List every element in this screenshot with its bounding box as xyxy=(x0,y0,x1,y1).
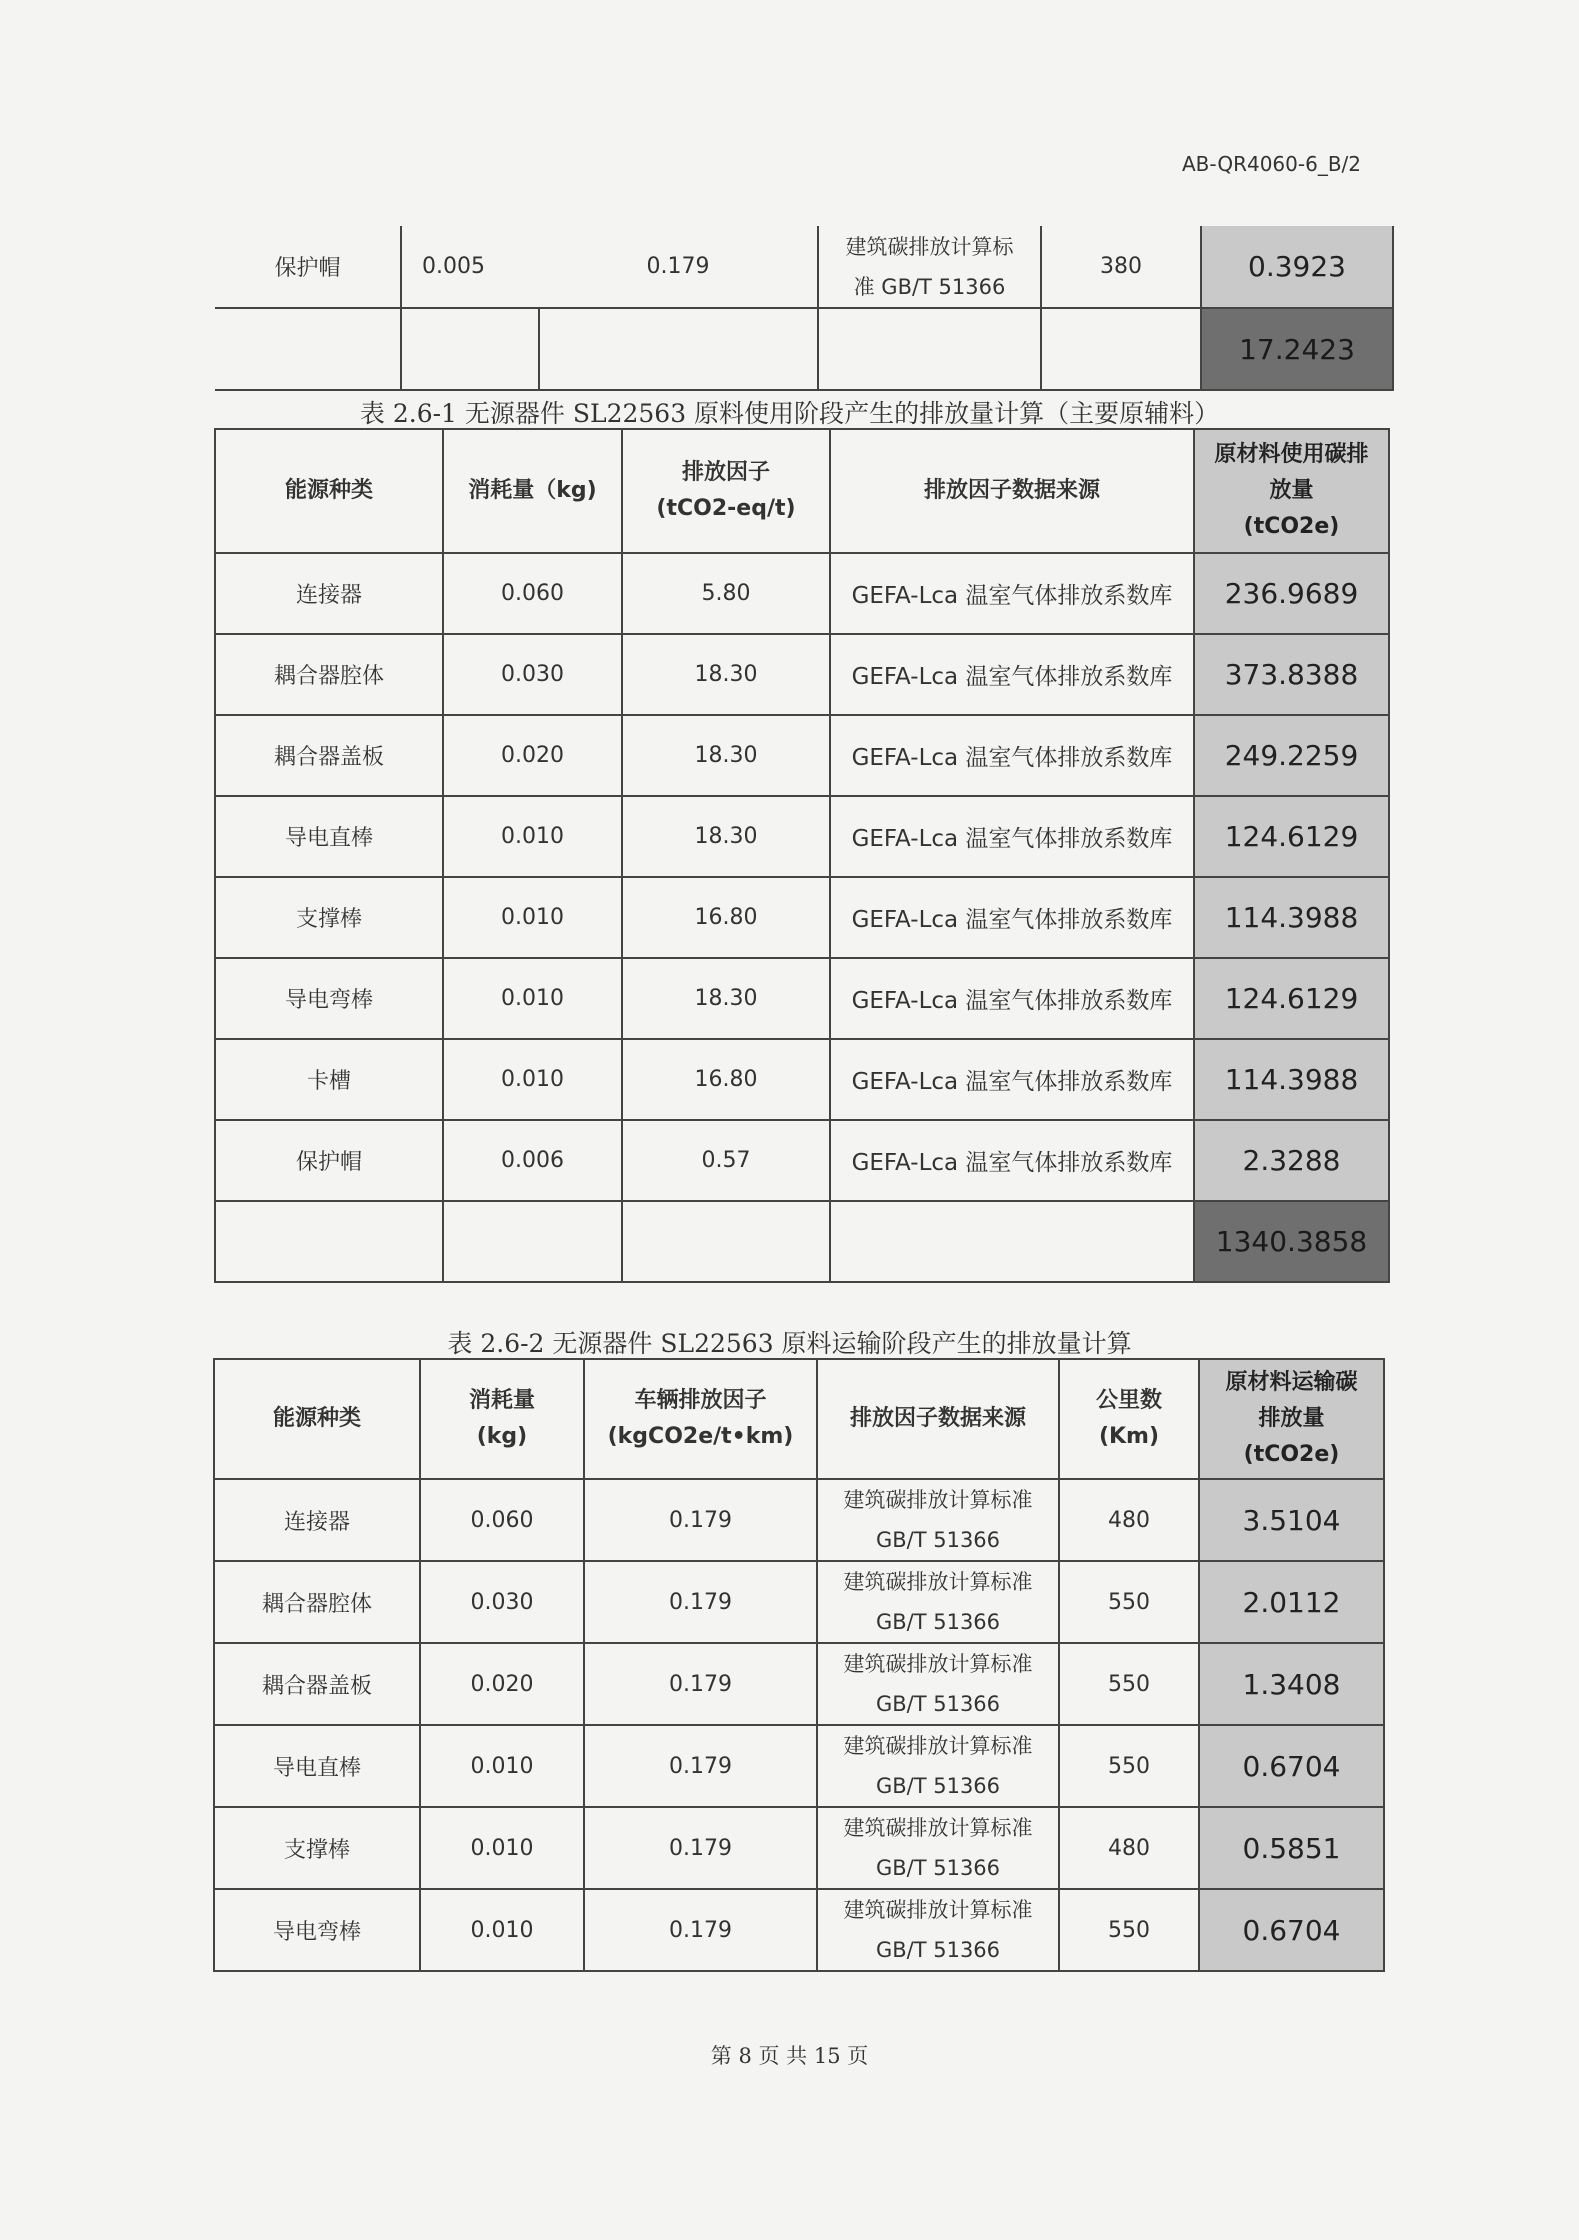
transport-emission-table xyxy=(213,1358,1385,1972)
cell-name: 连接器 xyxy=(215,553,443,634)
cell-source: GEFA-Lca 温室气体排放系数库 xyxy=(830,715,1194,796)
cell-factor: 18.30 xyxy=(622,796,830,877)
cell-factor: 16.80 xyxy=(622,877,830,958)
table-row xyxy=(215,877,1389,958)
source-line1: 建筑碳排放计算标准 xyxy=(843,1488,1033,1512)
cell-name: 耦合器腔体 xyxy=(215,634,443,715)
cell-emission: 2.0112 xyxy=(1199,1561,1384,1643)
source-line1: 建筑碳排放计算标准 xyxy=(843,1570,1033,1594)
cell-km: 480 xyxy=(1059,1479,1199,1561)
cell-source xyxy=(817,1643,1059,1725)
table-row xyxy=(215,715,1389,796)
cell-empty xyxy=(443,1201,622,1282)
cell-factor: 0.179 xyxy=(584,1807,817,1889)
cell-km: 550 xyxy=(1059,1725,1199,1807)
cell-name: 保护帽 xyxy=(215,1120,443,1201)
cell-consumption: 0.010 xyxy=(443,796,622,877)
source-line1: 建筑碳排放计算标准 xyxy=(843,1898,1033,1922)
source-line2: GB/T 51366 xyxy=(875,1938,1001,1962)
transport-table-continuation xyxy=(215,226,1394,391)
cell-source xyxy=(817,1889,1059,1971)
cell-source: GEFA-Lca 温室气体排放系数库 xyxy=(830,796,1194,877)
table-row xyxy=(214,1725,1384,1807)
cell-km: 380 xyxy=(1041,226,1201,308)
table2-caption: 表 2.6-2 无源器件 SL22563 原料运输阶段产生的排放量计算 xyxy=(447,1329,1132,1358)
cell-factor: 0.179 xyxy=(539,226,818,308)
cell-name: 保护帽 xyxy=(215,226,401,308)
cell-emission: 0.5851 xyxy=(1199,1807,1384,1889)
cell-emission: 124.6129 xyxy=(1194,958,1389,1039)
cell-consumption: 0.010 xyxy=(443,958,622,1039)
cell-emission: 249.2259 xyxy=(1194,715,1389,796)
cell-factor: 0.179 xyxy=(584,1479,817,1561)
table-row xyxy=(214,1561,1384,1643)
cell-name: 卡槽 xyxy=(215,1039,443,1120)
cell-source xyxy=(817,1479,1059,1561)
table-total-row xyxy=(215,308,1393,390)
cell-consumption: 0.030 xyxy=(420,1561,584,1643)
cell-source: GEFA-Lca 温室气体排放系数库 xyxy=(830,553,1194,634)
cell-empty xyxy=(830,1201,1194,1282)
cell-factor: 18.30 xyxy=(622,634,830,715)
header-km xyxy=(1059,1359,1199,1479)
usage-emission-table xyxy=(214,428,1390,1283)
table-row xyxy=(215,226,1393,308)
cell-empty xyxy=(215,1201,443,1282)
cell-source: GEFA-Lca 温室气体排放系数库 xyxy=(830,958,1194,1039)
header-km-line2: (Km) xyxy=(1098,1424,1160,1449)
cell-emission: 0.6704 xyxy=(1199,1725,1384,1807)
cell-consumption: 0.060 xyxy=(443,553,622,634)
source-line2: GB/T 51366 xyxy=(875,1774,1001,1798)
cell-factor: 0.179 xyxy=(584,1643,817,1725)
header-emission-line2: 放量 xyxy=(1269,478,1314,503)
cell-source: GEFA-Lca 温室气体排放系数库 xyxy=(830,634,1194,715)
cell-factor: 0.179 xyxy=(584,1561,817,1643)
cell-name: 耦合器腔体 xyxy=(214,1561,420,1643)
cell-consumption: 0.020 xyxy=(420,1643,584,1725)
header-source: 排放因子数据来源 xyxy=(817,1359,1059,1479)
cell-name: 导电直棒 xyxy=(215,796,443,877)
cell-emission: 3.5104 xyxy=(1199,1479,1384,1561)
table-total-row xyxy=(215,1201,1389,1282)
cell-empty xyxy=(818,308,1041,390)
cell-empty xyxy=(401,308,539,390)
cell-emission: 2.3288 xyxy=(1194,1120,1389,1201)
table-row xyxy=(214,1889,1384,1971)
cell-consumption: 0.005 xyxy=(401,226,539,308)
cell-empty xyxy=(622,1201,830,1282)
header-emission xyxy=(1199,1359,1384,1479)
table-row xyxy=(214,1479,1384,1561)
cell-empty xyxy=(1041,308,1201,390)
cell-consumption: 0.030 xyxy=(443,634,622,715)
cell-source xyxy=(818,226,1041,308)
cell-factor: 18.30 xyxy=(622,715,830,796)
cell-name: 支撑棒 xyxy=(215,877,443,958)
cell-km: 550 xyxy=(1059,1889,1199,1971)
cell-factor: 0.57 xyxy=(622,1120,830,1201)
cell-consumption: 0.010 xyxy=(443,1039,622,1120)
cell-factor: 16.80 xyxy=(622,1039,830,1120)
table-row xyxy=(215,958,1389,1039)
source-line2: GB/T 51366 xyxy=(875,1692,1001,1716)
cell-km: 550 xyxy=(1059,1643,1199,1725)
cell-emission: 114.3988 xyxy=(1194,877,1389,958)
table-row xyxy=(215,634,1389,715)
cell-emission: 236.9689 xyxy=(1194,553,1389,634)
source-line1: 建筑碳排放计算标准 xyxy=(843,1816,1033,1840)
header-emission-line1: 原材料运输碳 xyxy=(1225,1370,1358,1395)
cell-consumption: 0.060 xyxy=(420,1479,584,1561)
cell-name: 耦合器盖板 xyxy=(215,715,443,796)
source-line1: 建筑碳排放计算标准 xyxy=(843,1652,1033,1676)
cell-consumption: 0.010 xyxy=(420,1807,584,1889)
header-emission-line3: (tCO2e) xyxy=(1243,1442,1340,1467)
source-line2: GB/T 51366 xyxy=(875,1528,1001,1552)
header-factor xyxy=(584,1359,817,1479)
cell-name: 耦合器盖板 xyxy=(214,1643,420,1725)
header-energy-type: 能源种类 xyxy=(215,429,443,553)
header-factor-line1: 车辆排放因子 xyxy=(634,1388,767,1413)
cell-emission: 124.6129 xyxy=(1194,796,1389,877)
table1-caption: 表 2.6-1 无源器件 SL22563 原料使用阶段产生的排放量计算（主要原辅料） xyxy=(359,399,1220,428)
header-emission-line2: 排放量 xyxy=(1258,1406,1325,1431)
cell-name: 导电直棒 xyxy=(214,1725,420,1807)
source-line1: 建筑碳排放计算标 xyxy=(845,234,1014,259)
header-factor-line2: (kgCO2e/t•km) xyxy=(607,1424,794,1449)
header-consumption xyxy=(420,1359,584,1479)
cell-source: GEFA-Lca 温室气体排放系数库 xyxy=(830,1120,1194,1201)
header-km-line1: 公里数 xyxy=(1095,1388,1162,1413)
cell-source xyxy=(817,1807,1059,1889)
cell-emission: 0.6704 xyxy=(1199,1889,1384,1971)
table-row xyxy=(215,553,1389,634)
document-code: AB-QR4060-6_B/2 xyxy=(1181,152,1361,176)
header-consumption-line1: 消耗量 xyxy=(468,1388,535,1413)
header-energy-type: 能源种类 xyxy=(214,1359,420,1479)
cell-total: 1340.3858 xyxy=(1194,1201,1389,1282)
source-line2: 准 GB/T 51366 xyxy=(853,274,1006,299)
source-line2: GB/T 51366 xyxy=(875,1610,1001,1634)
header-source: 排放因子数据来源 xyxy=(830,429,1194,553)
table-header-row xyxy=(215,429,1389,553)
cell-name: 连接器 xyxy=(214,1479,420,1561)
source-line2: GB/T 51366 xyxy=(875,1856,1001,1880)
cell-consumption: 0.006 xyxy=(443,1120,622,1201)
cell-consumption: 0.010 xyxy=(420,1889,584,1971)
cell-total: 17.2423 xyxy=(1201,308,1393,390)
table-header-row xyxy=(214,1359,1384,1479)
cell-source xyxy=(817,1561,1059,1643)
cell-factor: 5.80 xyxy=(622,553,830,634)
cell-emission: 0.3923 xyxy=(1201,226,1393,308)
cell-source: GEFA-Lca 温室气体排放系数库 xyxy=(830,877,1194,958)
cell-km: 480 xyxy=(1059,1807,1199,1889)
cell-empty xyxy=(215,308,401,390)
cell-source: GEFA-Lca 温室气体排放系数库 xyxy=(830,1039,1194,1120)
table-row xyxy=(215,1039,1389,1120)
cell-factor: 0.179 xyxy=(584,1725,817,1807)
cell-name: 导电弯棒 xyxy=(215,958,443,1039)
table-row xyxy=(214,1807,1384,1889)
header-emission xyxy=(1194,429,1389,553)
header-consumption-line2: (kg) xyxy=(476,1424,528,1449)
header-consumption: 消耗量（kg) xyxy=(443,429,622,553)
table-row xyxy=(215,796,1389,877)
cell-name: 导电弯棒 xyxy=(214,1889,420,1971)
cell-factor: 18.30 xyxy=(622,958,830,1039)
cell-consumption: 0.010 xyxy=(443,877,622,958)
cell-empty xyxy=(539,308,818,390)
cell-emission: 114.3988 xyxy=(1194,1039,1389,1120)
header-factor-line2: (tCO2-eq/t) xyxy=(656,496,796,521)
table-row xyxy=(215,1120,1389,1201)
source-line1: 建筑碳排放计算标准 xyxy=(843,1734,1033,1758)
cell-factor: 0.179 xyxy=(584,1889,817,1971)
header-factor xyxy=(622,429,830,553)
header-factor-line1: 排放因子 xyxy=(681,460,770,485)
cell-name: 支撑棒 xyxy=(214,1807,420,1889)
page-footer: 第 8 页 共 15 页 xyxy=(710,2044,869,2068)
cell-emission: 1.3408 xyxy=(1199,1643,1384,1725)
cell-km: 550 xyxy=(1059,1561,1199,1643)
table-row xyxy=(214,1643,1384,1725)
header-emission-line3: (tCO2e) xyxy=(1243,514,1340,539)
cell-source xyxy=(817,1725,1059,1807)
cell-consumption: 0.020 xyxy=(443,715,622,796)
header-emission-line1: 原材料使用碳排 xyxy=(1214,442,1369,467)
cell-emission: 373.8388 xyxy=(1194,634,1389,715)
cell-consumption: 0.010 xyxy=(420,1725,584,1807)
